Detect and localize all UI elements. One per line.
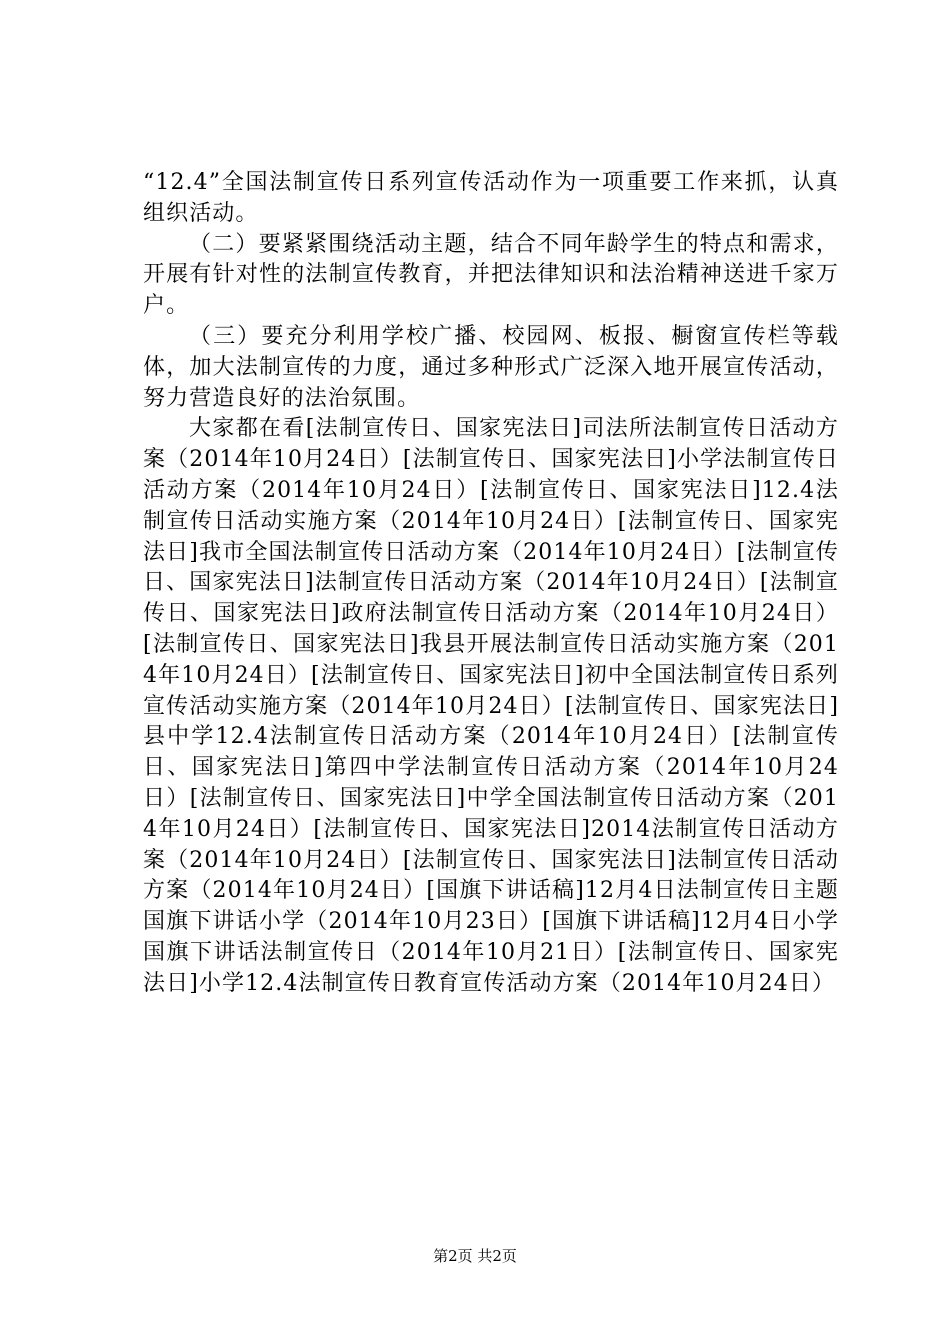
paragraph-item-three: （三）要充分利用学校广播、校园网、板报、橱窗宣传栏等载体，加大法制宣传的力度，通过多种形式广泛深入地开展宣传活动，努力营造良好的法治氛围。 <box>143 323 839 411</box>
document-body <box>143 168 839 1000</box>
related-articles-paragraph: 大家都在看[法制宣传日、国家宪法日]司法所法制宣传日活动方案（2014年10月24日）[法制宣传日、国家宪法日]小学法制宣传日活动方案（2014年10月24日）[法制宣传日、国家宪法日]12.4法制宣传日活动实施方案（2014年10月24日）[法制宣传日、国家宪法日]我市全国法制宣传日活动方案（2014年10月24日）[法制宣传日、国家宪法日]法制宣传日活动方案（2014年10月24日）[法制宣传日、国家宪法日]政府法制宣传日活动方案（2014年10月24日）[法制宣传日、国家宪法日]我县开展法制宣传日活动实施方案（2014年10月24日）[法制宣传日、国家宪法日]初中全国法制宣传日系列宣传活动实施方案（2014年10月24日）[法制宣传日、国家宪法日]县中学12.4法制宣传日活动方案（2014年10月24日）[法制宣传日、国家宪法日]第四中学法制宣传日活动方案（2014年10月24日）[法制宣传日、国家宪法日]中学全国法制宣传日活动方案（2014年10月24日）[法制宣传日、国家宪法日]2014法制宣传日活动方案（2014年10月24日）[法制宣传日、国家宪法日]法制宣传日活动方案（2014年10月24日）[国旗下讲话稿]12月4日法制宣传日主题国旗下讲话小学（2014年10月23日）[国旗下讲话稿]12月4日小学国旗下讲话法制宣传日（2014年10月21日）[法制宣传日、国家宪法日]小学12.4法制宣传日教育宣传活动方案（2014年10月24日） <box>143 416 839 996</box>
paragraph-continuation: “12.4”全国法制宣传日系列宣传活动作为一项重要工作来抓，认真组织活动。 <box>143 170 839 226</box>
paragraph-item-two: （二）要紧紧围绕活动主题，结合不同年龄学生的特点和需求，开展有针对性的法制宣传教育，并把法律知识和法治精神送进千家万户。 <box>143 231 839 319</box>
page-number-footer: 第2页 共2页 <box>433 1247 517 1265</box>
